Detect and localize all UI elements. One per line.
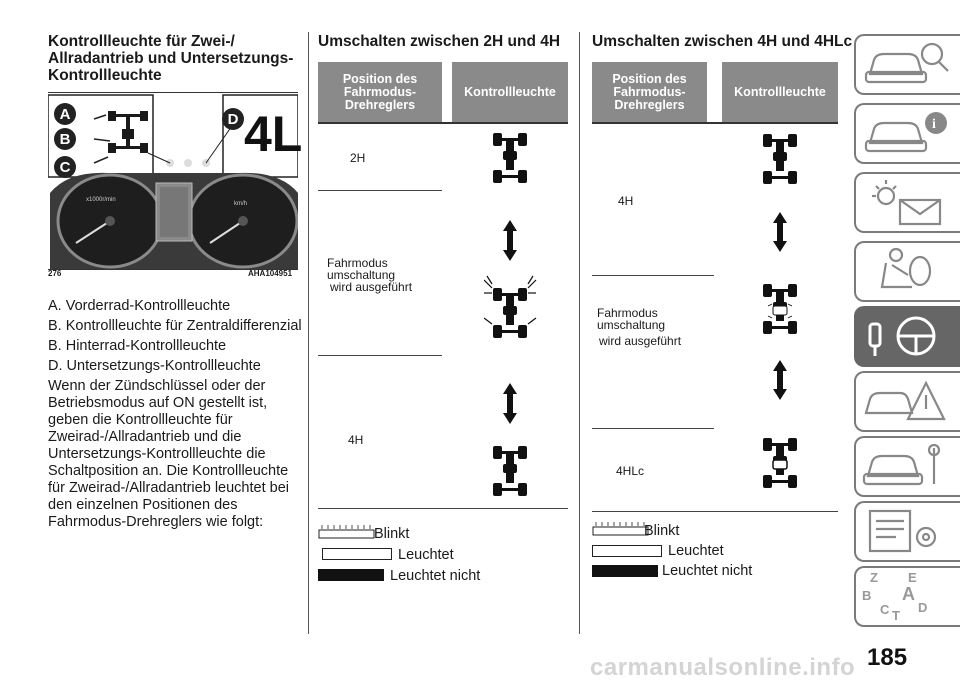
low-range-label: 4L [244,106,303,162]
cell-line: wird ausgeführt [599,334,682,348]
row-rule [318,190,442,191]
indicator-sequence-2h-4h [484,128,544,508]
legend-item: D. Untersetzungs-Kontrollleuchte [48,358,261,374]
legend-blink-label: Blinkt [644,523,680,539]
callout-c: C [54,156,76,178]
header-line: Position des [612,71,687,86]
index-letter: B [862,588,872,603]
body-line: Betriebsmodus auf ON gestellt ist, [48,395,268,411]
seat-airbag-icon [856,243,956,300]
car-info-icon [856,105,956,162]
body-line: Untersetzungs-Kontrollleuchte die [48,446,266,462]
legend-off-label: Leuchtet nicht [662,563,753,579]
table-bottom-rule [592,511,838,512]
legend-off-box [318,569,384,581]
row-rule [318,355,442,356]
warning-lights-icon [856,174,956,231]
callout-b: B [54,128,76,150]
car-search-icon [856,36,956,93]
tab-alphabet-index[interactable] [854,566,960,627]
index-letter: Z [870,570,878,585]
tab-car-info[interactable] [854,103,960,164]
legend-off-label: Leuchtet nicht [390,568,481,584]
figure-legend-list [48,298,302,378]
header-line: Fahrmodus- [343,84,417,99]
position-4h: 4H [618,194,634,208]
speed-unit: km/h [234,201,248,207]
table-header-position [318,62,442,122]
position-switching [327,257,412,293]
tab-car-warning[interactable] [854,371,960,432]
blink-legend-icon [592,521,650,537]
tab-car-search[interactable] [854,34,960,95]
document-gear-icon [856,503,956,560]
body-line: geben die Kontrollleuchte für [48,412,233,428]
position-4hlc: 4HLc [616,464,645,478]
cell-line: umschaltung [597,318,666,332]
legend-item: B. Hinterrad-Kontrollleuchte [48,338,227,354]
tab-key-steering[interactable] [854,306,960,367]
legend-item: A. Vorderrad-Kontrollleuchte [48,298,231,314]
indicator-sequence-4h-4hlc [752,128,812,508]
cell-line: Fahrmodus [597,306,658,320]
body-line: für Zweirad-/Allradantrieb leuchtet bei [48,480,289,496]
page-number: 185 [867,644,908,671]
body-line: Fahrmodus-Drehreglers wie folgt: [48,514,264,530]
legend-on-box [322,548,392,560]
header-line: Drehreglers [614,97,685,112]
body-line: Wenn der Zündschlüssel oder der [48,378,266,394]
key-steering-wheel-icon [856,308,956,365]
car-service-icon [856,438,956,495]
rpm-unit: x1000r/min [86,197,116,203]
index-letter: E [908,570,917,585]
figure-number: 276 [48,269,62,278]
legend-off-box [592,565,658,577]
section-heading-2h-4h: Umschalten zwischen 2H und 4H [318,33,561,50]
index-letter: D [918,600,928,615]
header-line: Position des [342,71,418,86]
callout-a: A [54,103,76,125]
body-line: den einzelnen Positionen des [48,497,238,513]
instrument-cluster-figure [48,92,303,278]
header-line: Drehreglers [344,97,416,112]
figure-code: AHA104951 [248,269,293,278]
cell-line: wird ausgeführt [330,280,413,294]
index-letter: C [880,602,890,617]
legend-item: B. Kontrollleuchte für Zentraldifferenzial [48,318,302,334]
blink-legend-icon [318,524,376,540]
tab-seat-airbag[interactable] [854,241,960,302]
row-rule [592,275,714,276]
svg-text:i: i [932,117,936,132]
table-header-position [592,62,707,122]
callout-d: D [222,108,244,130]
section-heading-4h-4hlc: Umschalten zwischen 4H und 4HLc [592,33,853,50]
legend-on-label: Leuchtet [398,547,454,563]
column-divider [308,32,309,634]
tab-car-service[interactable] [854,436,960,497]
heading-line: Allradantrieb und Untersetzungs- [48,50,294,67]
row-rule [592,428,714,429]
position-switching [597,307,681,347]
legend-on-box [592,545,662,557]
body-line: Schaltposition an. Die Kontrollleuchte [48,463,289,479]
cell-line: Fahrmodus [327,256,388,270]
table-bottom-rule [318,508,568,509]
heading-line: Kontrollleuchte [48,67,162,84]
section-heading-indicator [48,33,293,84]
table-top-rule [318,122,568,124]
car-warning-triangle-icon [856,373,956,430]
body-line: Zweirad-/Allradantrieb und die [48,429,242,445]
position-2h: 2H [350,151,366,165]
legend-blink-label: Blinkt [374,526,410,542]
tab-document-gear[interactable] [854,501,960,562]
cell-line: umschaltung [327,268,396,282]
heading-line: Kontrollleuchte für Zwei-/ [48,33,235,50]
legend-on-label: Leuchtet [668,543,724,559]
table-top-rule [592,122,838,124]
table-header-indicator: Kontrollleuchte [722,62,838,122]
header-line: Fahrmodus- [613,84,686,99]
body-text [48,378,289,531]
watermark: carmanualsonline.info [590,654,856,681]
position-4h: 4H [348,433,364,447]
column-divider [579,32,580,634]
index-letter: A [902,584,915,604]
tab-warning-lights[interactable] [854,172,960,233]
table-header-indicator: Kontrollleuchte [452,62,568,122]
index-letter: T [892,608,900,623]
